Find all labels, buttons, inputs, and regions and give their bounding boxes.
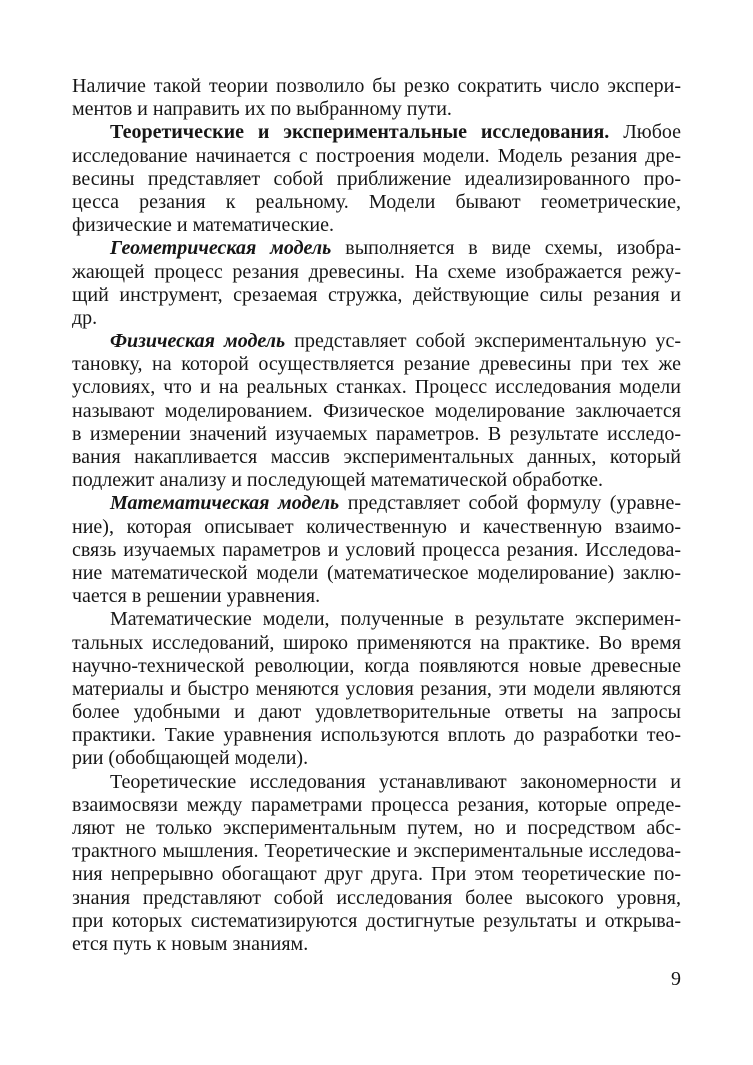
line-text: выполняется в виде схемы, изобра- [345, 237, 681, 260]
line-text: вания накапливается массив экспериментальных данных, который [72, 446, 681, 468]
line-text: ляют не только экспериментальным путем, но и посредством абс- [72, 817, 681, 839]
paragraph [72, 608, 681, 770]
text-line [72, 539, 681, 562]
line-text: условиях, что и на реальных станках. Процесс исследования модели [72, 376, 681, 399]
text-line [72, 817, 681, 840]
line-text: жающей процесс резания древесины. На схеме изображается режу- [72, 260, 681, 283]
text-line [72, 933, 681, 956]
line-text: Любое [623, 121, 681, 144]
line-text: Математические модели, полученные в результате эксперимен- [110, 608, 681, 631]
line-text: исследование начинается с построения модели. Модель резания дре- [72, 144, 681, 167]
text-line [72, 307, 681, 330]
line-text: называют моделированием. Физическое моделирование заключается [72, 399, 681, 422]
book-page-text [72, 75, 681, 956]
line-text: практики. Такие уравнения используются вплоть до разработки тео- [72, 724, 681, 747]
text-line [72, 353, 681, 376]
line-text: материалы и быстро меняются условия резания, эти модели являются [72, 677, 681, 700]
paragraph [72, 492, 681, 608]
line-text: знания представляют собой исследования более высокого уровня, [72, 886, 681, 909]
line-text: чается в решении уравнения. [72, 585, 321, 608]
text-line [72, 121, 681, 144]
text-line [72, 145, 681, 168]
text-line [72, 516, 681, 539]
text-line [72, 771, 681, 794]
text-line [72, 678, 681, 701]
line-text: более удобными и дают удовлетворительные ответы на запросы [72, 701, 681, 724]
line-text: др. [72, 306, 98, 329]
text-line [72, 655, 681, 678]
text-line [72, 284, 681, 307]
text-line [72, 840, 681, 863]
text-line [72, 492, 681, 515]
text-line [72, 98, 681, 121]
line-text: представляет собой экспериментальную ус- [294, 330, 681, 353]
paragraph [72, 121, 681, 237]
paragraph [72, 75, 681, 121]
line-text: цесса резания к реальному. Модели бывают геометрические, [72, 190, 681, 213]
text-line [72, 191, 681, 214]
line-text: тальных исследований, широко применяются на практике. Во время [72, 631, 681, 654]
line-text: при которых систематизируются достигнутые результаты и открыва- [72, 909, 681, 932]
line-text: Наличие такой теории позволило бы резко сократить число экспери- [72, 75, 681, 97]
text-line [72, 376, 681, 399]
line-text: ментов и направить их по выбранному пути. [72, 98, 452, 121]
line-text: физические и математические. [72, 214, 335, 237]
line-text: трактного мышления. Теоретические и экспериментальные исследова- [72, 840, 681, 863]
text-line [72, 608, 681, 631]
line-text: Теоретические исследования устанавливают закономерности и [110, 770, 681, 793]
line-text: в измерении значений изучаемых параметров. В результате исследо- [72, 422, 681, 445]
line-text: ния непрерывно обогащают друг друга. При этом теоретические по- [72, 863, 681, 886]
line-text: ние математической модели (математическое моделирование) заклю- [72, 561, 681, 584]
line-text: тановку, на которой осуществляется резание древесины при тех же [72, 353, 681, 376]
line-text: ние), которая описывает количественную и качественную взаимо- [72, 515, 681, 538]
line-text: взаимосвязи между параметрами процесса резания, которые опреде- [72, 793, 681, 816]
text-line [72, 724, 681, 747]
line-text: научно-технической революции, когда появляются новые древесные [72, 654, 681, 677]
line-text: подлежит анализу и последующей математической обработке. [72, 469, 604, 492]
line-text: рии (обобщающей модели). [72, 747, 309, 770]
text-line [72, 330, 681, 353]
text-line [72, 168, 681, 191]
paragraph [72, 330, 681, 492]
page-number: 9 [671, 968, 681, 990]
section-heading-term: Теоретические и экспериментальные исследования. [110, 121, 610, 144]
line-text: весины представляет собой приближение идеализированного про- [72, 167, 681, 190]
text-line [72, 701, 681, 724]
text-line [72, 400, 681, 423]
defined-term: Физическая модель [110, 330, 286, 353]
text-line [72, 423, 681, 446]
text-line [72, 446, 681, 469]
text-line [72, 887, 681, 910]
text-line [72, 237, 681, 260]
text-line [72, 632, 681, 655]
defined-term: Математическая модель [110, 492, 340, 515]
text-line [72, 469, 681, 492]
text-line [72, 585, 681, 608]
text-line [72, 794, 681, 817]
text-line [72, 863, 681, 886]
text-line [72, 75, 681, 98]
defined-term: Геометрическая модель [110, 237, 332, 260]
line-text: щий инструмент, срезаемая стружка, действующие силы резания и [72, 283, 681, 306]
paragraph [72, 771, 681, 957]
line-text: связь изучаемых параметров и условий процесса резания. Исследова- [72, 538, 681, 561]
line-text: представляет собой формулу (уравне- [347, 492, 682, 515]
text-line [72, 214, 681, 237]
line-text: ется путь к новым знаниям. [72, 932, 309, 955]
text-line [72, 910, 681, 933]
text-line [72, 261, 681, 284]
text-line [72, 747, 681, 770]
text-line [72, 562, 681, 585]
paragraph [72, 237, 681, 330]
